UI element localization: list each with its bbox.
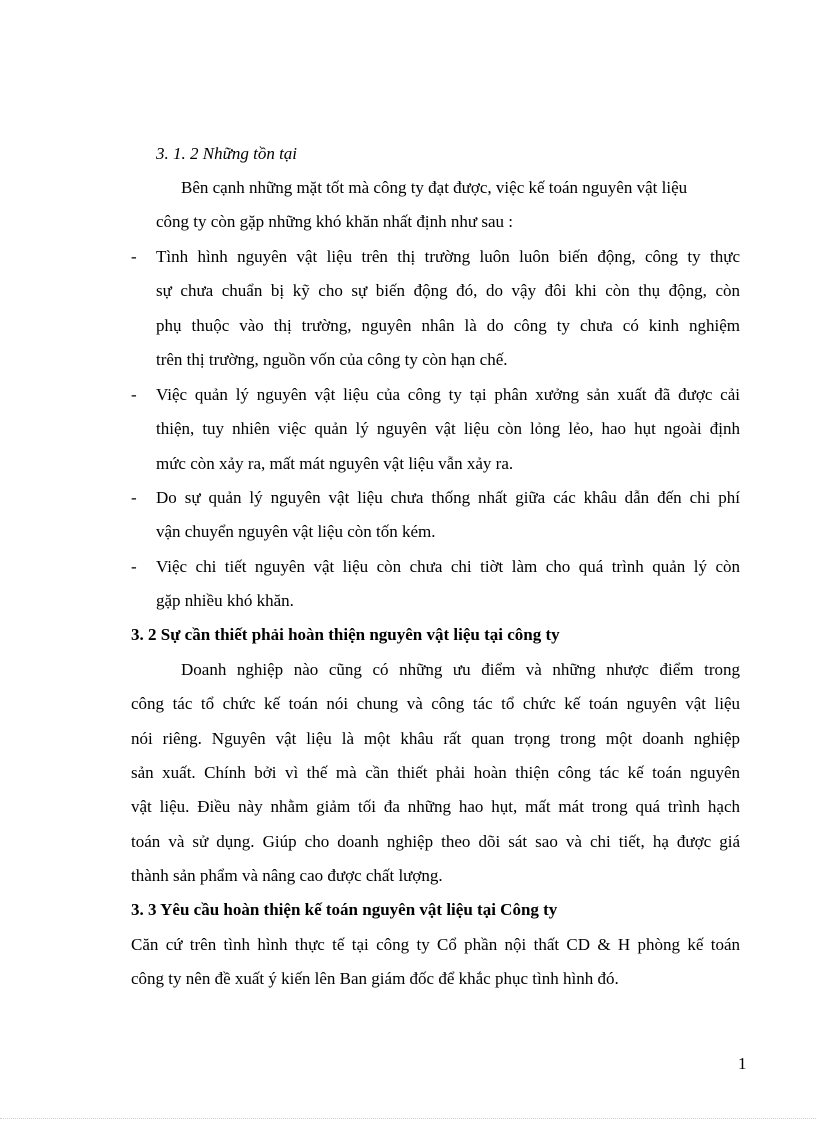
bullet-1-line-4: trên thị trường, nguồn vốn của công ty còn hạn chế.	[156, 350, 508, 369]
section-heading-3-1-2: 3. 1. 2 Những tồn tại	[156, 144, 298, 163]
bullet-1-line-3: phụ thuộc vào thị trường, nguyên nhân là do công ty chưa có kinh nghiệm	[156, 316, 740, 335]
paragraph-3-2-line-5: vật liệu. Điều này nhằm giảm tối đa những hao hụt, mất mát trong quá trình hạch	[131, 797, 740, 816]
bullet-marker: -	[131, 385, 137, 404]
bullet-marker: -	[131, 488, 137, 507]
section-heading-3-2: 3. 2 Sự cần thiết phải hoàn thiện nguyên vật liệu tại công ty	[131, 625, 560, 644]
paragraph-3-2-line-2: công tác tổ chức kế toán nói chung và công tác tổ chức kế toán nguyên vật liệu	[131, 694, 740, 713]
page-bottom-divider	[0, 1118, 816, 1119]
paragraph-3-2-line-1: Doanh nghiệp nào cũng có những ưu điểm và những nhược điểm trong	[181, 660, 740, 679]
bullet-marker: -	[131, 557, 137, 576]
bullet-4-line-1: Việc chi tiết nguyên vật liệu còn chưa chi tiờt làm cho quá trình quản lý còn	[156, 557, 740, 576]
bullet-2-line-2: thiện, tuy nhiên việc quản lý nguyên vật liệu còn lỏng lẻo, hao hụt ngoài định	[156, 419, 740, 438]
section-heading-3-3: 3. 3 Yêu cầu hoàn thiện kế toán nguyên vật liệu tại Công ty	[131, 900, 558, 919]
paragraph-3-2-line-7: thành sản phẩm và nâng cao được chất lượng.	[131, 866, 443, 885]
paragraph-3-2-line-4: sản xuất. Chính bởi vì thế mà cần thiết phải hoàn thiện công tác kế toán nguyên	[131, 763, 740, 782]
bullet-2-line-1: Việc quản lý nguyên vật liệu của công ty tại phân xưởng sản xuất đã được cải	[156, 385, 740, 404]
bullet-1-line-1: Tình hình nguyên vật liệu trên thị trường luôn luôn biến động, công ty thực	[156, 247, 740, 266]
bullet-1-line-2: sự chưa chuẩn bị kỹ cho sự biến động đó, do vậy đôi khi còn thụ động, còn	[156, 281, 740, 300]
page-number: 1	[738, 1054, 747, 1073]
bullet-3-line-1: Do sự quản lý nguyên vật liệu chưa thống nhất giữa các khâu dẫn đến chi phí	[156, 488, 740, 507]
intro-line-2: công ty còn gặp những khó khăn nhất định như sau :	[156, 212, 513, 231]
intro-line-1: Bên cạnh những mặt tốt mà công ty đạt được, việc kế toán nguyên vật liệu	[181, 178, 688, 197]
paragraph-3-2-line-3: nói riêng. Nguyên vật liệu là một khâu rất quan trọng trong một doanh nghiệp	[131, 729, 740, 748]
bullet-2-line-3: mức còn xảy ra, mất mát nguyên vật liệu vẫn xảy ra.	[156, 454, 514, 473]
paragraph-3-2-line-6: toán và sử dụng. Giúp cho doanh nghiệp theo dõi sát sao và chi tiết, hạ được giá	[131, 832, 740, 851]
bullet-3-line-2: vận chuyển nguyên vật liệu còn tốn kém.	[156, 522, 436, 541]
paragraph-3-3-line-1: Căn cứ trên tình hình thực tế tại công ty Cổ phần nội thất CD & H phòng kế toán	[131, 935, 740, 954]
bullet-marker: -	[131, 247, 137, 266]
paragraph-3-3-line-2: công ty nên đề xuất ý kiến lên Ban giám đốc để khắc phục tình hình đó.	[131, 969, 619, 988]
bullet-4-line-2: gặp nhiều khó khăn.	[156, 591, 294, 610]
